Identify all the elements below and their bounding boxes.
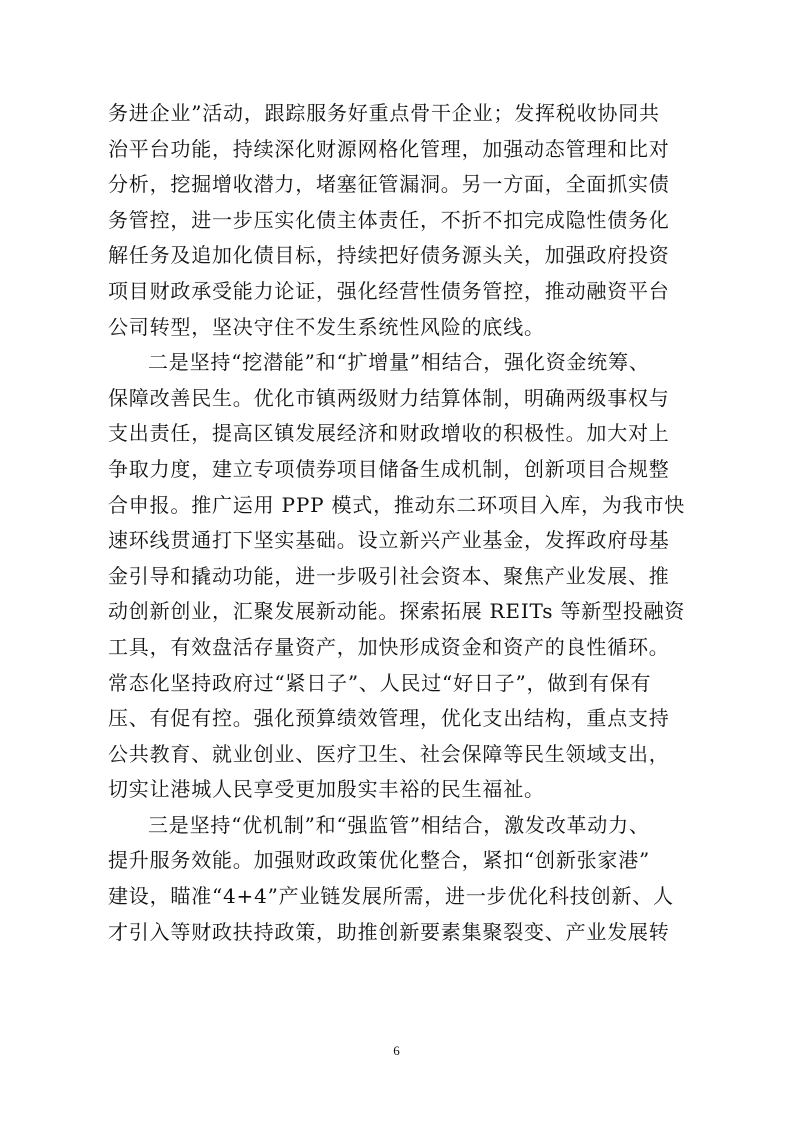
text-line: 支出责任，提高区镇发展经济和财政增收的积极性。加大对上 [108, 421, 670, 446]
text-line: 压、有促有控。强化预算绩效管理，优化支出结构，重点支持 [108, 706, 670, 731]
text-line: 项目财政承受能力论证，强化经营性债务管控，推动融资平台 [108, 278, 670, 303]
text-line: 工具，有效盘活存量资产，加快形成资金和资产的良性循环。 [108, 634, 670, 659]
body-text [108, 96, 688, 950]
text-line: 公共教育、就业创业、医疗卫生、社会保障等民生领域支出， [108, 741, 670, 766]
text-line: 分析，挖掘增收潜力，堵塞征管漏洞。另一方面，全面抓实债 [108, 172, 670, 197]
text-line: 建设，瞄准“4+4”产业链发展所需，进一步优化科技创新、人 [108, 884, 674, 909]
text-line: 常态化坚持政府过“紧日子”、人民过“好日子”，做到有保有 [108, 670, 652, 695]
text-line: 速环线贯通打下坚实基础。设立新兴产业基金，发挥政府母基 [108, 528, 670, 553]
text-line: 治平台功能，持续深化财源网格化管理，加强动态管理和比对 [108, 136, 670, 161]
text-line: 保障改善民生。优化市镇两级财力结算体制，明确两级事权与 [108, 385, 670, 410]
text-line: 才引入等财政扶持政策，助推创新要素集聚裂变、产业发展转 [108, 919, 670, 944]
text-line: 务管控，进一步压实化债主体责任，不折不扣完成隐性债务化 [108, 207, 670, 232]
text-line: 动创新创业，汇聚发展新动能。探索拓展 REITs 等新型投融资 [108, 599, 686, 624]
text-line: 合申报。推广运用 PPP 模式，推动东二环项目入库，为我市快 [108, 492, 686, 517]
page-number: 6 [393, 1043, 400, 1058]
text-line: 公司转型，坚决守住不发生系统性风险的底线。 [108, 314, 545, 339]
paragraph-start-line: 二是坚持“挖潜能”和“扩增量”相结合，强化资金统筹、 [148, 350, 650, 375]
paragraph-start-line: 三是坚持“优机制”和“强监管”相结合，激发改革动力、 [148, 812, 650, 837]
text-line: 解任务及追加化债目标，持续把好债务源头关，加强政府投资 [108, 243, 670, 268]
text-line: 争取力度，建立专项债券项目储备生成机制，创新项目合规整 [108, 456, 670, 481]
text-line: 提升服务效能。加强财政政策优化整合，紧扣“创新张家港” [108, 848, 651, 873]
text-line: 切实让港城人民享受更加殷实丰裕的民生福祉。 [108, 777, 545, 802]
text-line: 金引导和撬动功能，进一步吸引社会资本、聚焦产业发展、推 [108, 563, 670, 588]
text-line: 务进企业”活动，跟踪服务好重点骨干企业；发挥税收协同共 [108, 101, 660, 125]
